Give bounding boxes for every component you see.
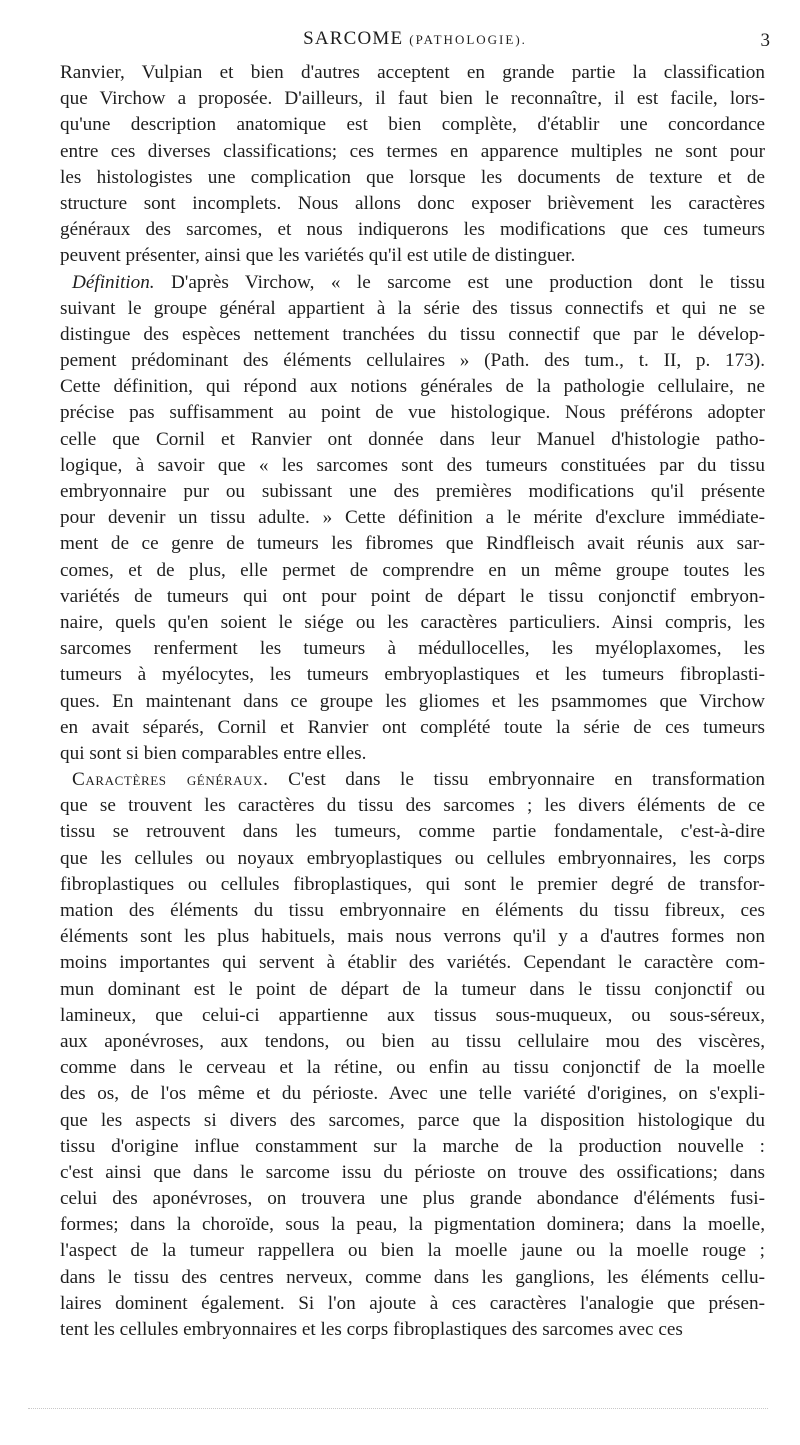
text-line bbox=[60, 505, 765, 531]
line-text: c'est ainsi que dans le sarcome issu du périoste on trouve des ossifications; dans bbox=[60, 1161, 765, 1183]
text-line bbox=[60, 741, 765, 767]
text-line bbox=[60, 1055, 765, 1081]
line-text: que Virchow a proposée. D'ailleurs, il faut bien le reconnaître, il est facile, lors- bbox=[60, 88, 765, 110]
text-line bbox=[60, 1108, 765, 1134]
text-line bbox=[60, 1212, 765, 1238]
text-line bbox=[60, 531, 765, 557]
line-text: tent les cellules embryonnaires et les corps fibroplastiques des sarcomes avec ces bbox=[60, 1319, 683, 1340]
line-text: en avait séparés, Cornil et Ranvier ont complété toute la série de ces tumeurs bbox=[60, 716, 765, 738]
text-line bbox=[60, 296, 765, 322]
line-text: dans le tissu des centres nerveux, comme dans les ganglions, les éléments cellu- bbox=[60, 1266, 765, 1288]
line-text: D'après Virchow, « le sarcome est une production dont le tissu bbox=[171, 271, 765, 293]
text-line bbox=[60, 270, 765, 296]
text-line bbox=[60, 950, 765, 976]
line-text: tissu se retrouvent dans les tumeurs, comme partie fondamentale, c'est-à-dire bbox=[60, 821, 765, 843]
text-line bbox=[60, 1265, 765, 1291]
line-text: les histologistes une complication que lorsque les documents de texture et de bbox=[60, 166, 765, 188]
line-text: formes; dans la choroïde, sous la peau, la pigmentation dominera; dans la moelle, bbox=[60, 1214, 765, 1236]
text-line bbox=[60, 400, 765, 426]
line-text: que se trouvent les caractères du tissu des sarcomes ; les divers éléments de ce bbox=[60, 795, 765, 817]
line-text: tumeurs à myélocytes, les tumeurs embryoplastiques et les tumeurs fibroplasti- bbox=[60, 664, 765, 686]
line-text: celle que Cornil et Ranvier ont donnée dans leur Manuel d'histologie patho- bbox=[60, 428, 765, 450]
text-line bbox=[60, 86, 765, 112]
header-title: SARCOME bbox=[303, 28, 404, 49]
line-text: des os, de l'os même et du périoste. Avec une telle variété d'origines, on s'expli- bbox=[60, 1083, 765, 1105]
paragraph-heading: Définition. bbox=[72, 271, 155, 293]
text-line bbox=[60, 60, 765, 86]
text-line bbox=[60, 610, 765, 636]
text-line bbox=[60, 662, 765, 688]
line-text: qui sont si bien comparables entre elles. bbox=[60, 742, 367, 764]
line-text: qu'une description anatomique est bien complète, d'établir une concordance bbox=[60, 114, 765, 136]
text-line bbox=[60, 165, 765, 191]
line-text: structure sont incomplets. Nous allons donc exposer brièvement les caractères bbox=[60, 192, 765, 214]
text-line bbox=[60, 374, 765, 400]
text-line bbox=[60, 924, 765, 950]
text-line bbox=[60, 689, 765, 715]
line-text: suivant le groupe général appartient à la série des tissus connectifs et qui ne se bbox=[60, 297, 765, 319]
line-text: naire, quels qu'en soient le siége ou les caractères particuliers. Ainsi compris, les bbox=[60, 611, 765, 633]
text-line bbox=[60, 898, 765, 924]
text-line bbox=[60, 1317, 765, 1343]
line-text: comme dans le cerveau et la rétine, ou enfin au tissu conjonctif de la moelle bbox=[60, 1057, 765, 1079]
line-text: tissu d'origine influe constamment sur la marche de la production nouvelle : bbox=[60, 1135, 765, 1157]
text-line bbox=[60, 1160, 765, 1186]
text-line bbox=[60, 1134, 765, 1160]
text-line bbox=[60, 322, 765, 348]
line-text: peuvent présenter, ainsi que les variétés qu'il est utile de distinguer. bbox=[60, 245, 576, 267]
line-text: C'est dans le tissu embryonnaire en transformation bbox=[288, 769, 766, 791]
text-line bbox=[60, 846, 765, 872]
text-line bbox=[60, 479, 765, 505]
line-text: distingue des espèces nettement tranchées du tissu connectif que par le dévelop- bbox=[60, 323, 765, 345]
line-text: que les cellules ou noyaux embryoplastiques ou cellules embryonnaires, les corps bbox=[60, 847, 765, 869]
text-line bbox=[60, 977, 765, 1003]
line-text: l'aspect de la tumeur rappellera ou bien la moelle jaune ou la moelle rouge ; bbox=[60, 1240, 765, 1262]
paragraph bbox=[60, 60, 765, 270]
line-text: pour devenir un tissu adulte. » Cette définition a le mérite d'exclure immédiate- bbox=[60, 507, 765, 529]
line-text: Ranvier, Vulpian et bien d'autres acceptent en grande partie la classification bbox=[60, 62, 765, 83]
text-line bbox=[60, 191, 765, 217]
body-text bbox=[60, 60, 765, 1343]
line-text: logique, à savoir que « les sarcomes sont des tumeurs constituées par du tissu bbox=[60, 454, 765, 476]
text-line bbox=[60, 1029, 765, 1055]
running-header bbox=[60, 28, 770, 56]
paragraph-heading: Caractères généraux. bbox=[72, 769, 269, 791]
paragraph bbox=[60, 767, 765, 1343]
line-text: fibroplastiques ou cellules fibroplastiques, qui sont le premier degré de transfor- bbox=[60, 873, 765, 895]
text-line bbox=[60, 217, 765, 243]
line-text: mation des éléments du tissu embryonnaire en éléments du tissu fibreux, ces bbox=[60, 900, 765, 921]
line-text: mun dominant est le point de départ de la tumeur dans le tissu conjonctif ou bbox=[60, 978, 765, 1000]
text-line bbox=[60, 1003, 765, 1029]
text-line bbox=[60, 453, 765, 479]
text-line bbox=[60, 139, 765, 165]
text-line bbox=[60, 1291, 765, 1317]
line-text: ment de ce genre de tumeurs les fibromes que Rindfleisch avait réunis aux sar- bbox=[60, 533, 765, 555]
page-bottom-edge bbox=[28, 1408, 768, 1415]
text-line bbox=[60, 427, 765, 453]
text-line bbox=[60, 872, 765, 898]
text-line bbox=[60, 715, 765, 741]
line-text: pement prédominant des éléments cellulaires » (Path. des tum., t. II, p. 173). bbox=[60, 350, 765, 372]
text-line bbox=[60, 558, 765, 584]
line-text: entre ces diverses classifications; ces termes en apparence multiples ne sont pour bbox=[60, 140, 765, 162]
line-text: variétés de tumeurs qui ont pour point de départ le tissu conjonctif embryon- bbox=[60, 585, 765, 607]
line-text: Cette définition, qui répond aux notions générales de la pathologie cellulaire, ne bbox=[60, 376, 765, 398]
line-text: comes, et de plus, elle permet de comprendre en un même groupe toutes les bbox=[60, 559, 765, 581]
line-text: embryonnaire pur ou subissant une des premières modifications qu'il présente bbox=[60, 481, 765, 502]
page-number: 3 bbox=[760, 30, 770, 51]
line-text: moins importantes qui servent à établir des variétés. Cependant le caractère com- bbox=[60, 952, 765, 974]
line-text: éléments sont les plus habituels, mais nous verrons qu'il y a d'autres formes non bbox=[60, 926, 765, 948]
line-text: généraux des sarcomes, et nous indiquerons les modifications que ces tumeurs bbox=[60, 219, 765, 241]
running-title bbox=[60, 28, 770, 50]
header-subtitle: (PATHOLOGIE). bbox=[409, 32, 527, 47]
line-text: lamineux, que celui-ci appartienne aux tissus sous-muqueux, ou sous-séreux, bbox=[60, 1004, 765, 1026]
text-line bbox=[60, 819, 765, 845]
text-line bbox=[60, 636, 765, 662]
text-line bbox=[60, 1238, 765, 1264]
line-text: ques. En maintenant dans ce groupe les gliomes et les psammomes que Virchow bbox=[60, 690, 765, 712]
text-line bbox=[60, 1081, 765, 1107]
line-text: celui des aponévroses, on trouvera une plus grande abondance d'éléments fusi- bbox=[60, 1188, 765, 1210]
text-line bbox=[60, 243, 765, 269]
text-line bbox=[60, 767, 765, 793]
paragraph bbox=[60, 270, 765, 768]
text-line bbox=[60, 112, 765, 138]
line-text: que les aspects si divers des sarcomes, parce que la disposition histologique du bbox=[60, 1109, 765, 1131]
text-line bbox=[60, 348, 765, 374]
text-line bbox=[60, 584, 765, 610]
line-text: précise pas suffisamment au point de vue histologique. Nous préférons adopter bbox=[60, 402, 765, 424]
line-text: aux aponévroses, aux tendons, ou bien au tissu cellulaire mou des viscères, bbox=[60, 1030, 765, 1052]
line-text: laires dominent également. Si l'on ajoute à ces caractères l'analogie que présen- bbox=[60, 1292, 765, 1314]
text-line bbox=[60, 1186, 765, 1212]
text-line bbox=[60, 793, 765, 819]
line-text: sarcomes renferment les tumeurs à médullocelles, les myéloplaxomes, les bbox=[60, 638, 765, 660]
